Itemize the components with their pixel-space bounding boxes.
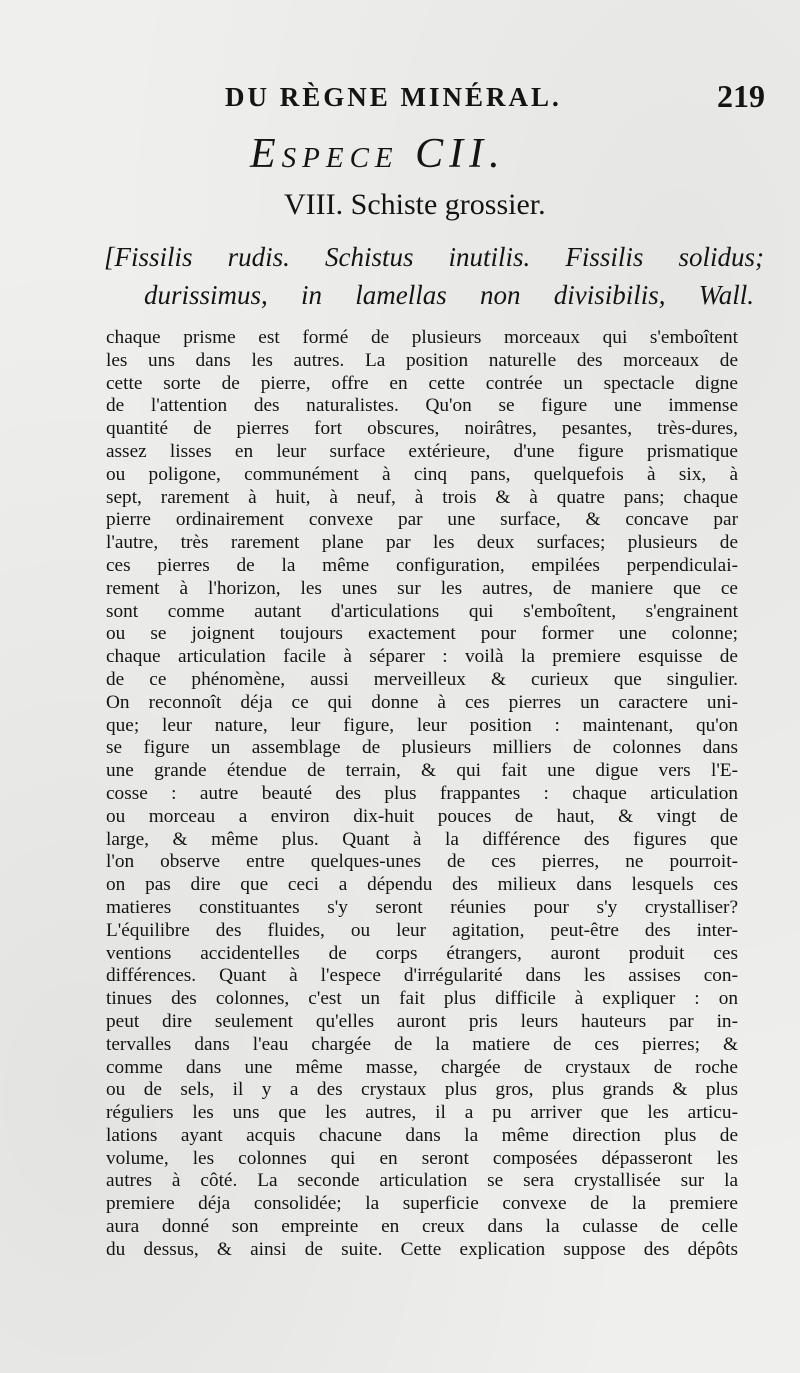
body-line: premiere déja consolidée; la superficie convexe de la premiere xyxy=(106,1193,738,1215)
body-line: rement à l'horizon, les unes sur les autres, de maniere que ce xyxy=(106,577,738,599)
latin-line-2: durissimus, in lamellas non divisibilis, Wall. xyxy=(144,280,754,310)
body-line: ou de sels, il y a des crystaux plus gros, plus grands & plus xyxy=(106,1079,738,1101)
body-line: sept, rarement à huit, à neuf, à trois & à quatre pans; chaque xyxy=(106,486,738,508)
body-line: L'équilibre des fluides, ou leur agitation, peut-être des inter- xyxy=(106,919,738,941)
body-line: ou morceau a environ dix-huit pouces de haut, & vingt de xyxy=(106,805,738,827)
body-line: différences. Quant à l'espece d'irrégularité dans les assises con- xyxy=(106,965,738,987)
body-line: chaque articulation facile à séparer : voilà la premiere esquisse de xyxy=(106,646,738,668)
body-line: tinues des colonnes, c'est un fait plus difficile à expliquer : on xyxy=(106,988,738,1010)
latin-description xyxy=(104,238,774,314)
body-line: volume, les colonnes qui en seront composées dépasseront les xyxy=(106,1147,738,1169)
body-line: cosse : autre beauté des plus frappantes : chaque articulation xyxy=(106,782,738,804)
body-line: aura donné son empreinte en creux dans la culasse de celle xyxy=(106,1216,738,1238)
body-line: lations ayant acquis chacune dans la même direction plus de xyxy=(106,1124,738,1146)
body-line: On reconnoît déja ce qui donne à ces pierres un caractere uni- xyxy=(106,691,738,713)
body-line: se figure un assemblage de plusieurs milliers de colonnes dans xyxy=(106,737,738,759)
body-line: on pas dire que ceci a dépendu des milieux dans lesquels ces xyxy=(106,874,738,896)
body-line: que; leur nature, leur figure, leur position : maintenant, qu'on xyxy=(106,714,738,736)
body-line: cette sorte de pierre, offre en cette contrée un spectacle digne xyxy=(106,372,738,394)
body-line: peut dire seulement qu'elles auront pris leurs hauteurs par in- xyxy=(106,1010,738,1032)
latin-line-1: [Fissilis rudis. Schistus inutilis. Fissilis solidus; xyxy=(104,242,764,272)
body-line: pierre ordinairement convexe par une surface, & concave par xyxy=(106,509,738,531)
body-line: ou poligone, communément à cinq pans, quelquefois à six, à xyxy=(106,463,738,485)
body-line: matieres constituantes s'y seront réunies pour s'y crystalliser? xyxy=(106,896,738,918)
body-line: quantité de pierres fort obscures, noirâtres, pesantes, très-dures, xyxy=(106,418,738,440)
body-line: comme dans une même masse, chargée de crystaux de roche xyxy=(106,1056,738,1078)
body-line: de l'attention des naturalistes. Qu'on se figure une immense xyxy=(106,395,738,417)
body-text xyxy=(106,327,738,1262)
body-line: chaque prisme est formé de plusieurs morceaux qui s'emboîtent xyxy=(106,327,738,348)
running-title: DU RÈGNE MINÉRAL. xyxy=(225,82,562,112)
body-line: ces pierres de la même configuration, empilées perpendiculai- xyxy=(106,554,738,576)
body-line: du dessus, & ainsi de suite. Cette explication suppose des dépôts xyxy=(106,1238,738,1260)
body-line: tervalles dans l'eau chargée de la matiere de ces pierres; & xyxy=(106,1033,738,1055)
section-title: VIII. Schiste grossier. xyxy=(284,188,546,221)
page-number: 219 xyxy=(717,78,765,114)
body-line: sont comme autant d'articulations qui s'emboîtent, s'engrainent xyxy=(106,600,738,622)
body-line: large, & même plus. Quant à la différence des figures que xyxy=(106,828,738,850)
body-line: l'autre, très rarement plane par les deux surfaces; plusieurs de xyxy=(106,532,738,554)
body-line: assez lisses en leur surface extérieure, d'une figure prismatique xyxy=(106,440,738,462)
running-head xyxy=(225,78,765,120)
body-line: une grande étendue de terrain, & qui fait une digue vers l'E- xyxy=(106,760,738,782)
body-line: autres à côté. La seconde articulation se sera crystallisée sur la xyxy=(106,1170,738,1192)
body-line: de ce phénomène, aussi merveilleux & curieux que singulier. xyxy=(106,668,738,690)
body-line: les uns dans les autres. La position naturelle des morceaux de xyxy=(106,349,738,371)
body-line: ventions accidentelles de corps étrangers, auront produit ces xyxy=(106,942,738,964)
body-line: réguliers les uns que les autres, il a pu arriver que les articu- xyxy=(106,1102,738,1124)
body-line: ou se joignent toujours exactement pour former une colonne; xyxy=(106,623,738,645)
body-line: l'on observe entre quelques-unes de ces pierres, ne pourroit- xyxy=(106,851,738,873)
species-heading: Espece CII. xyxy=(250,131,506,177)
